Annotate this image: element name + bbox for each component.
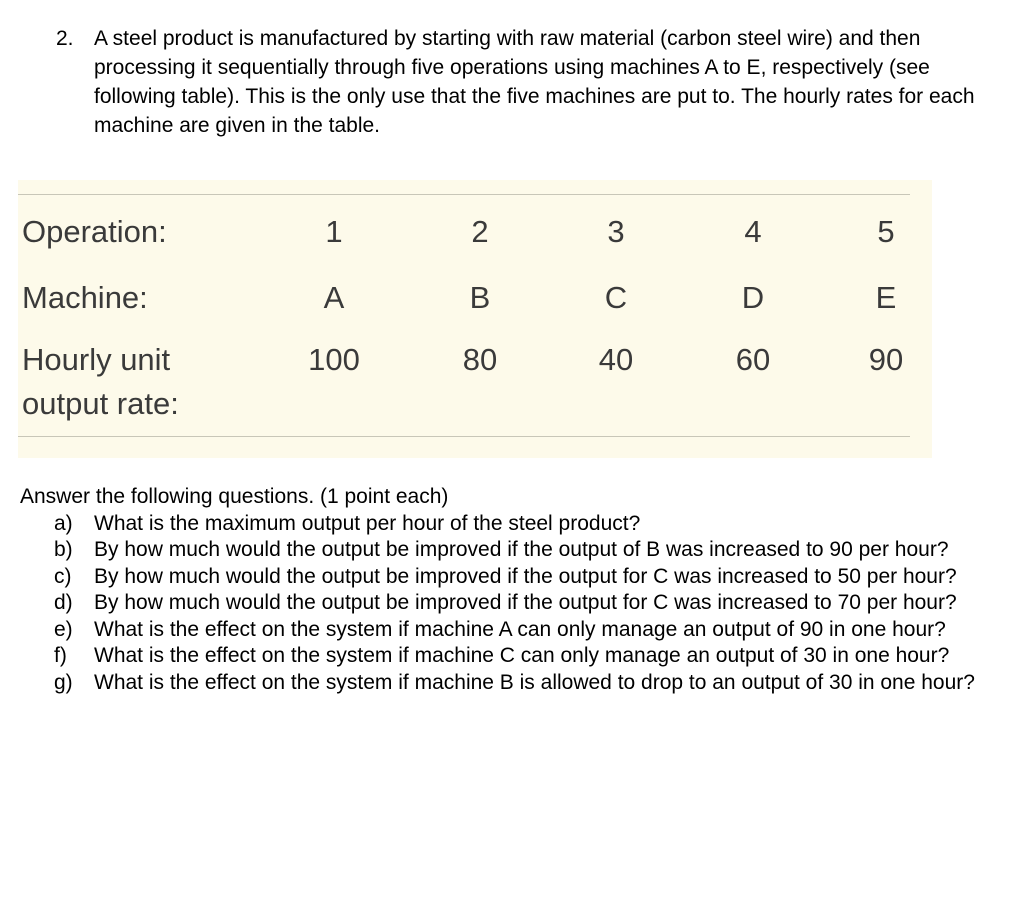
- machine-label: Machine:: [22, 280, 148, 315]
- question-item: [20, 537, 1010, 564]
- rate-label: Hourly unit output rate:: [22, 342, 179, 421]
- question-item: [20, 643, 1010, 670]
- rate-cell: 40: [598, 342, 634, 377]
- question-item: [20, 590, 1010, 617]
- machine-cell: B: [469, 280, 491, 315]
- problem-text: A steel product is manufactured by starting with raw material (carbon steel wire) and then processing it sequentially through five operations using machines A to E, respectively (see following table). This is the only use that the five machines are put to. The hourly rates for each machine are given in the table.: [94, 27, 975, 137]
- table-top-rule: [18, 194, 910, 195]
- rate-cell: 60: [735, 342, 771, 377]
- operation-cell: 5: [877, 214, 895, 249]
- question-letter: b): [54, 538, 73, 561]
- question-text: By how much would the output be improved if the output for C was increased to 70 per hour?: [94, 591, 957, 614]
- question-text: By how much would the output be improved if the output of B was increased to 90 per hour?: [94, 538, 949, 561]
- machine-cell: A: [323, 280, 345, 315]
- question-letter: g): [54, 670, 73, 694]
- question-letter: d): [54, 591, 73, 614]
- question-text: What is the effect on the system if machine A can only manage an output of 90 in one hour?: [94, 617, 946, 641]
- question-item: [20, 564, 1010, 591]
- machine-cell: E: [875, 280, 897, 315]
- problem-statement: [56, 24, 996, 140]
- machine-cell: C: [604, 280, 628, 315]
- operation-cell: 2: [471, 214, 489, 249]
- question-item: [20, 511, 1010, 538]
- question-text: By how much would the output be improved if the output for C was increased to 50 per hour?: [94, 564, 957, 588]
- question-text: What is the effect on the system if machine C can only manage an output of 30 in one hour?: [94, 644, 950, 667]
- rate-cell: 80: [462, 342, 498, 377]
- question-list: [20, 511, 1010, 697]
- operation-cell: 4: [744, 214, 762, 249]
- question-letter: f): [54, 644, 67, 667]
- problem-number: 2.: [56, 27, 74, 50]
- table-bottom-rule: [18, 436, 910, 437]
- question-letter: e): [54, 617, 73, 641]
- question-letter: a): [54, 511, 73, 535]
- question-text: What is the maximum output per hour of the steel product?: [94, 511, 641, 535]
- questions-intro: Answer the following questions. (1 point each): [20, 485, 449, 508]
- question-text: What is the effect on the system if machine B is allowed to drop to an output of 30 in one hour?: [94, 670, 975, 694]
- rate-cell: 90: [868, 342, 904, 377]
- machine-cell: D: [741, 280, 765, 315]
- rate-cell: 100: [308, 342, 360, 377]
- question-item: [20, 617, 1010, 644]
- questions-section: [20, 484, 1010, 696]
- question-letter: c): [54, 564, 72, 588]
- operation-label: Operation:: [22, 214, 167, 249]
- machine-rate-table: [18, 180, 932, 458]
- operation-cell: 3: [607, 214, 625, 249]
- question-item: [20, 670, 1010, 697]
- operation-cell: 1: [325, 214, 343, 249]
